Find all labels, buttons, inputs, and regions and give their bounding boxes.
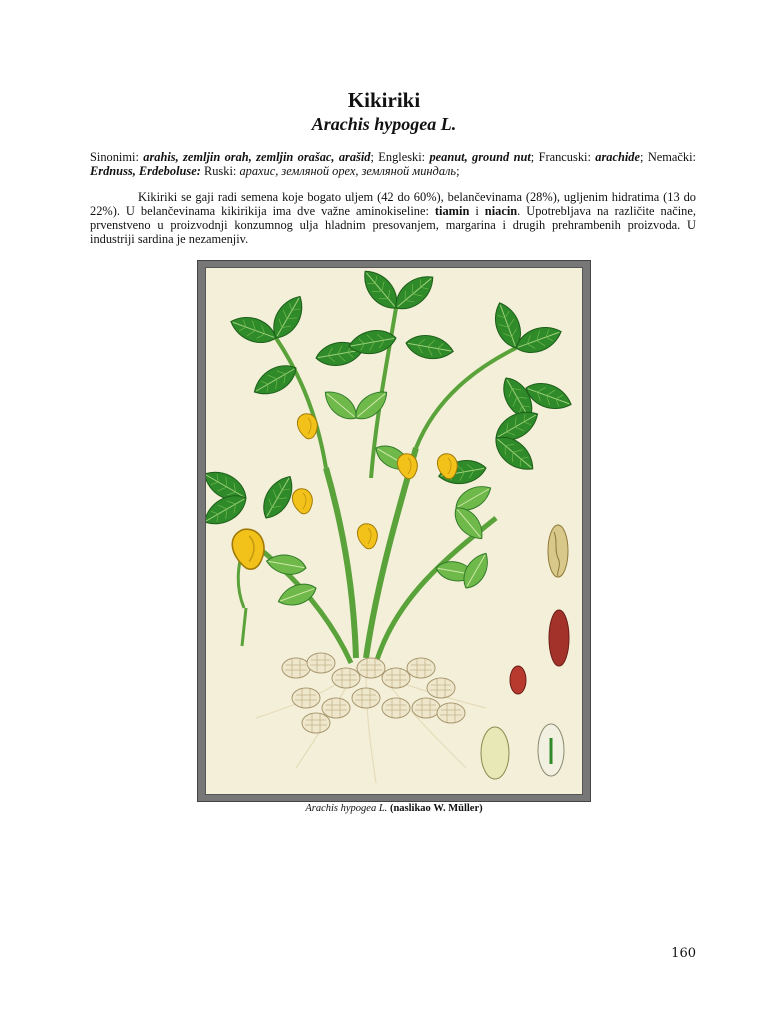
french-label: ; Francuski: <box>530 150 591 164</box>
page-number: 160 <box>671 946 696 961</box>
caption-author: W. Müller) <box>433 803 483 814</box>
caption-naslikao: naslikao <box>393 803 431 814</box>
synonyms-paragraph <box>90 150 696 178</box>
german-names: Erdnuss, Erdeboluse: <box>90 164 201 178</box>
english-names: peanut, ground nut <box>429 150 531 164</box>
scientific-name: Arachis hypogea L. <box>311 114 457 134</box>
synonyms-separator: ; <box>640 150 644 164</box>
french-name: arachide <box>595 150 641 164</box>
page-title: Kikiriki <box>347 88 421 112</box>
russian-names: арахис, земляной орех, земляной миндаль <box>239 164 457 178</box>
synonyms-list: arahis, zemljin orah, zemljin orašac, arašid <box>143 150 371 164</box>
amino-acid-niacin: niacin <box>484 204 518 218</box>
figure-caption <box>197 802 591 815</box>
english-label: ; Engleski: <box>370 150 426 164</box>
amino-acid-conj: i <box>475 204 479 218</box>
illustration-paper <box>205 267 583 795</box>
caption-open-paren: ( <box>389 803 394 814</box>
amino-acid-tiamin: tiamin <box>434 204 470 218</box>
description-part1: Kikiriki se gaji radi semena koje bogato uljem (42 do 60%), belančevinama (28%), ugljenim hidratima (13 do 22%). U belančevinama kikirikija ima dve važne aminokiseline: <box>90 190 696 218</box>
peanut-plant-illustration <box>206 268 584 796</box>
synonyms-end: ; <box>456 164 460 178</box>
synonyms-label: Sinonimi: <box>90 150 139 164</box>
description-paragraph <box>90 190 696 246</box>
pods-and-seeds <box>481 525 569 779</box>
illustration-frame <box>197 260 591 802</box>
russian-label: Ruski: <box>203 164 237 178</box>
caption-species: Arachis hypogea L. <box>305 803 388 814</box>
description-part2: . Upotrebljava na različite načine, prvenstveno u proizvodnji konzumnog ulja hladnim presovanjem, margarina i drugih prehrambenih proizvoda. U industriji sardina je nezamenjiv. <box>90 204 696 246</box>
nut-cluster <box>282 653 465 733</box>
german-label: Nemački: <box>647 150 696 164</box>
